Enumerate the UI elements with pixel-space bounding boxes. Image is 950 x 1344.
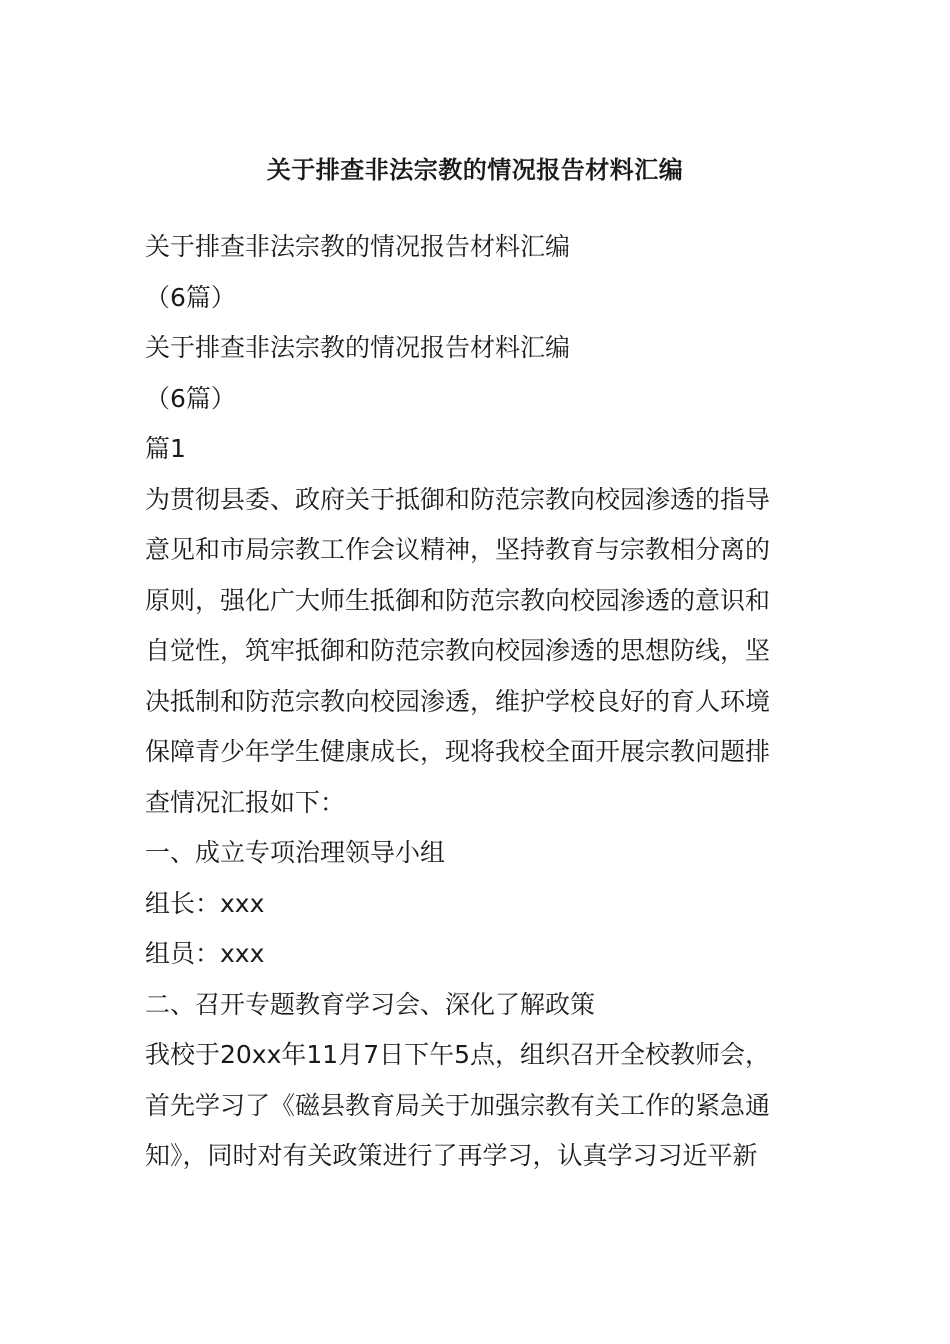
body-line: 原则，强化广大师生抵御和防范宗教向校园渗透的意识和 (145, 585, 771, 615)
subsection-heading: 二、召开专题教育学习会、深化了解政策 (145, 989, 596, 1019)
body-line: 知》，同时对有关政策进行了再学习，认真学习习近平新 (145, 1141, 758, 1170)
body-line: 决抵制和防范宗教向校园渗透，维护学校良好的育人环境 (145, 686, 771, 716)
body-line: 查情况汇报如下： (145, 787, 346, 817)
body-line: 我校于20xx年11月7日下午5点，组织召开全校教师会， (145, 1040, 771, 1069)
body-line: 组员：xxx (145, 939, 265, 968)
body-line: 关于排查非法宗教的情况报告材料汇编 (145, 333, 571, 362)
body-line: 组长：xxx (145, 888, 265, 918)
document-title: 关于排查非法宗教的情况报告材料汇编 (266, 156, 684, 184)
body-line: 关于排查非法宗教的情况报告材料汇编 (145, 232, 571, 261)
body-line: 自觉性，筑牢抵御和防范宗教向校园渗透的思想防线，坚 (145, 636, 771, 665)
body-line: （6篇） (145, 282, 236, 312)
section-heading: 篇1 (145, 434, 186, 463)
subsection-heading: 一、成立专项治理领导小组 (145, 838, 446, 867)
body-line: 首先学习了《磁县教育局关于加强宗教有关工作的紧急通 (145, 1090, 771, 1120)
body-line: 意见和市局宗教工作会议精神，坚持教育与宗教相分离的 (145, 535, 771, 564)
body-line: 保障青少年学生健康成长，现将我校全面开展宗教问题排 (145, 737, 771, 766)
body-line: （6篇） (145, 383, 236, 413)
body-line: 为贯彻县委、政府关于抵御和防范宗教向校园渗透的指导 (145, 484, 771, 514)
document-body (145, 222, 835, 1182)
